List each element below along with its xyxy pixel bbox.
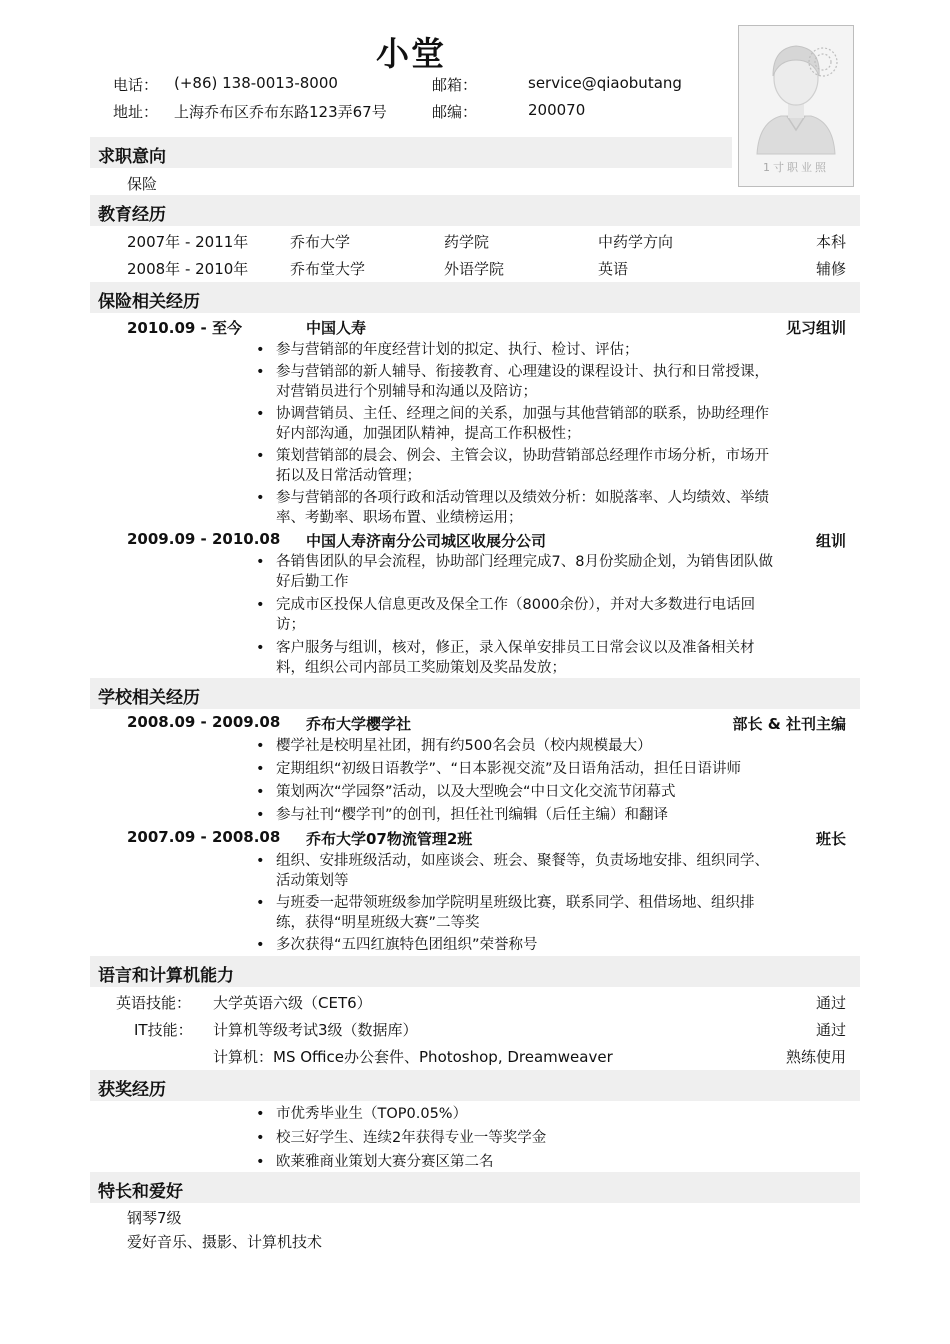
section-school-experience [90,678,860,709]
bullet-item: • 各销售团队的早会流程，协助部门经理完成7、8月份奖励企划，为销售团队做 好后勤工作 [256,552,848,592]
experience-role: 班长 [815,830,846,848]
bullet-item: • 定期组织“初级日语教学”、“日本影视交流”及日语角活动，担任日语讲师 [256,759,848,779]
bullet-item: • 参与营销部的各项行政和活动管理以及绩效分析：如脱落率、人均绩效、举绩 率、考勤率、职场布置、业绩榜运用； [256,488,848,528]
skill-level: 通过 [815,1021,846,1039]
bullet-item: • 策划两次“学园祭”活动，以及大型晚会“中日文化交流节闭幕式 [256,782,848,802]
skill-label: IT技能： [134,1021,193,1039]
skill-level: 熟练使用 [785,1048,846,1066]
skill-row [100,992,846,1014]
section-title: 教育经历 [98,205,166,225]
education-school: 乔布大学 [290,233,351,251]
objective-value: 保险 [127,175,158,193]
skill-label: 英语技能： [116,994,192,1012]
experience-period: 2007.09 - 2008.08 [127,828,281,846]
experience-org: 中国人寿济南分公司城区收展分公司 [306,532,547,550]
experience-header [127,530,846,552]
experience-role: 组训 [815,532,846,550]
education-degree: 本科 [815,233,846,251]
email-label: 邮箱： [432,76,478,94]
education-college: 药学院 [444,233,490,251]
section-education [90,195,860,226]
postcode-value: 200070 [528,101,586,119]
address-value: 上海乔布区乔布东路123弄67号 [174,103,387,121]
education-college: 外语学院 [444,260,505,278]
bullet-item: • 客户服务与组训，核对，修正，录入保单安排员工日常会议以及准备相关材 料，组织公司内部员工奖励策划及奖品发放； [256,638,848,678]
section-title: 语言和计算机能力 [98,966,234,986]
skill-row [100,1046,846,1068]
education-period: 2007年 - 2011年 [127,233,249,251]
experience-header [127,317,846,339]
bullet-item: • 与班委一起带领班级参加学院明星班级比赛，联系同学、租借场地、组织排 练，获得“明星班级大赛”二等奖 [256,893,848,933]
section-title: 获奖经历 [98,1080,166,1100]
section-title: 特长和爱好 [98,1182,183,1202]
email-value: service@qiaobutang [528,74,682,92]
experience-org: 乔布大学07物流管理2班 [306,830,473,848]
education-school: 乔布堂大学 [290,260,366,278]
experience-header [127,713,846,735]
bullet-item: • 参与营销部的年度经营计划的拟定、执行、检讨、评估； [256,340,848,360]
experience-org: 乔布大学樱学社 [306,715,412,733]
education-major: 英语 [598,260,629,278]
section-title: 学校相关经历 [98,688,200,708]
bullet-item: • 樱学社是校明星社团，拥有约500名会员（校内规模最大） [256,736,848,756]
experience-period: 2009.09 - 2010.08 [127,530,281,548]
section-hobbies [90,1172,860,1203]
bullet-item: • 参与社刊“樱学刊”的创刊，担任社刊编辑（后任主编）和翻译 [256,805,848,825]
section-awards [90,1070,860,1101]
bullet-item: • 完成市区投保人信息更改及保全工作（8000余份），并对大多数进行电话回 访； [256,595,848,635]
postcode-label: 邮编： [432,103,478,121]
hobby-item: 爱好音乐、摄影、计算机技术 [127,1233,323,1251]
candidate-name: 小堂 [376,34,446,73]
experience-org: 中国人寿 [306,319,367,337]
section-objective [90,137,732,168]
education-degree: 辅修 [815,260,846,278]
education-row [127,231,846,253]
award-item: • 校三好学生、连续2年获得专业一等奖学金 [256,1128,848,1148]
education-period: 2008年 - 2010年 [127,260,249,278]
phone-value: (+86) 138-0013-8000 [174,74,338,92]
skill-value: 计算机等级考试3级（数据库） [213,1021,418,1039]
section-insurance-experience [90,282,860,313]
experience-header [127,828,846,850]
bullet-item: • 参与营销部的新人辅导、衔接教育、心理建设的课程设计、执行和日常授课， 对营销员进行个别辅导和沟通以及陪访； [256,362,848,402]
section-skills [90,956,860,987]
award-item: • 欧莱雅商业策划大赛分赛区第二名 [256,1152,848,1172]
photo-caption: 1寸职业照 [763,161,829,174]
skill-row [100,1019,846,1041]
experience-role: 见习组训 [785,319,846,337]
skill-value: 计算机：MS Office办公套件、Photoshop, Dreamweaver [213,1048,613,1066]
bullet-item: • 多次获得“五四红旗特色团组织”荣誉称号 [256,935,848,955]
section-title: 求职意向 [98,147,166,167]
education-row [127,258,846,280]
skill-value: 大学英语六级（CET6） [213,994,372,1012]
address-label: 地址： [113,103,159,121]
profile-photo [738,25,854,187]
experience-period: 2008.09 - 2009.08 [127,713,281,731]
experience-period: 2010.09 - 至今 [127,319,242,337]
bullet-item: • 策划营销部的晨会、例会、主管会议，协助营销部总经理作市场分析，市场开 拓以及日常活动管理； [256,446,848,486]
education-major: 中药学方向 [598,233,674,251]
section-title: 保险相关经历 [98,292,200,312]
award-item: • 市优秀毕业生（TOP0.05%） [256,1104,848,1124]
bullet-item: • 组织、安排班级活动，如座谈会、班会、聚餐等，负责场地安排、组织同学、 活动策划等 [256,851,848,891]
phone-label: 电话： [113,76,159,94]
skill-level: 通过 [815,994,846,1012]
experience-role: 部长 & 社刊主编 [732,715,846,733]
hobby-item: 钢琴7级 [127,1209,182,1227]
bullet-item: • 协调营销员、主任、经理之间的关系，加强与其他营销部的联系，协助经理作 好内部沟通，加强团队精神，提高工作积极性； [256,404,848,444]
